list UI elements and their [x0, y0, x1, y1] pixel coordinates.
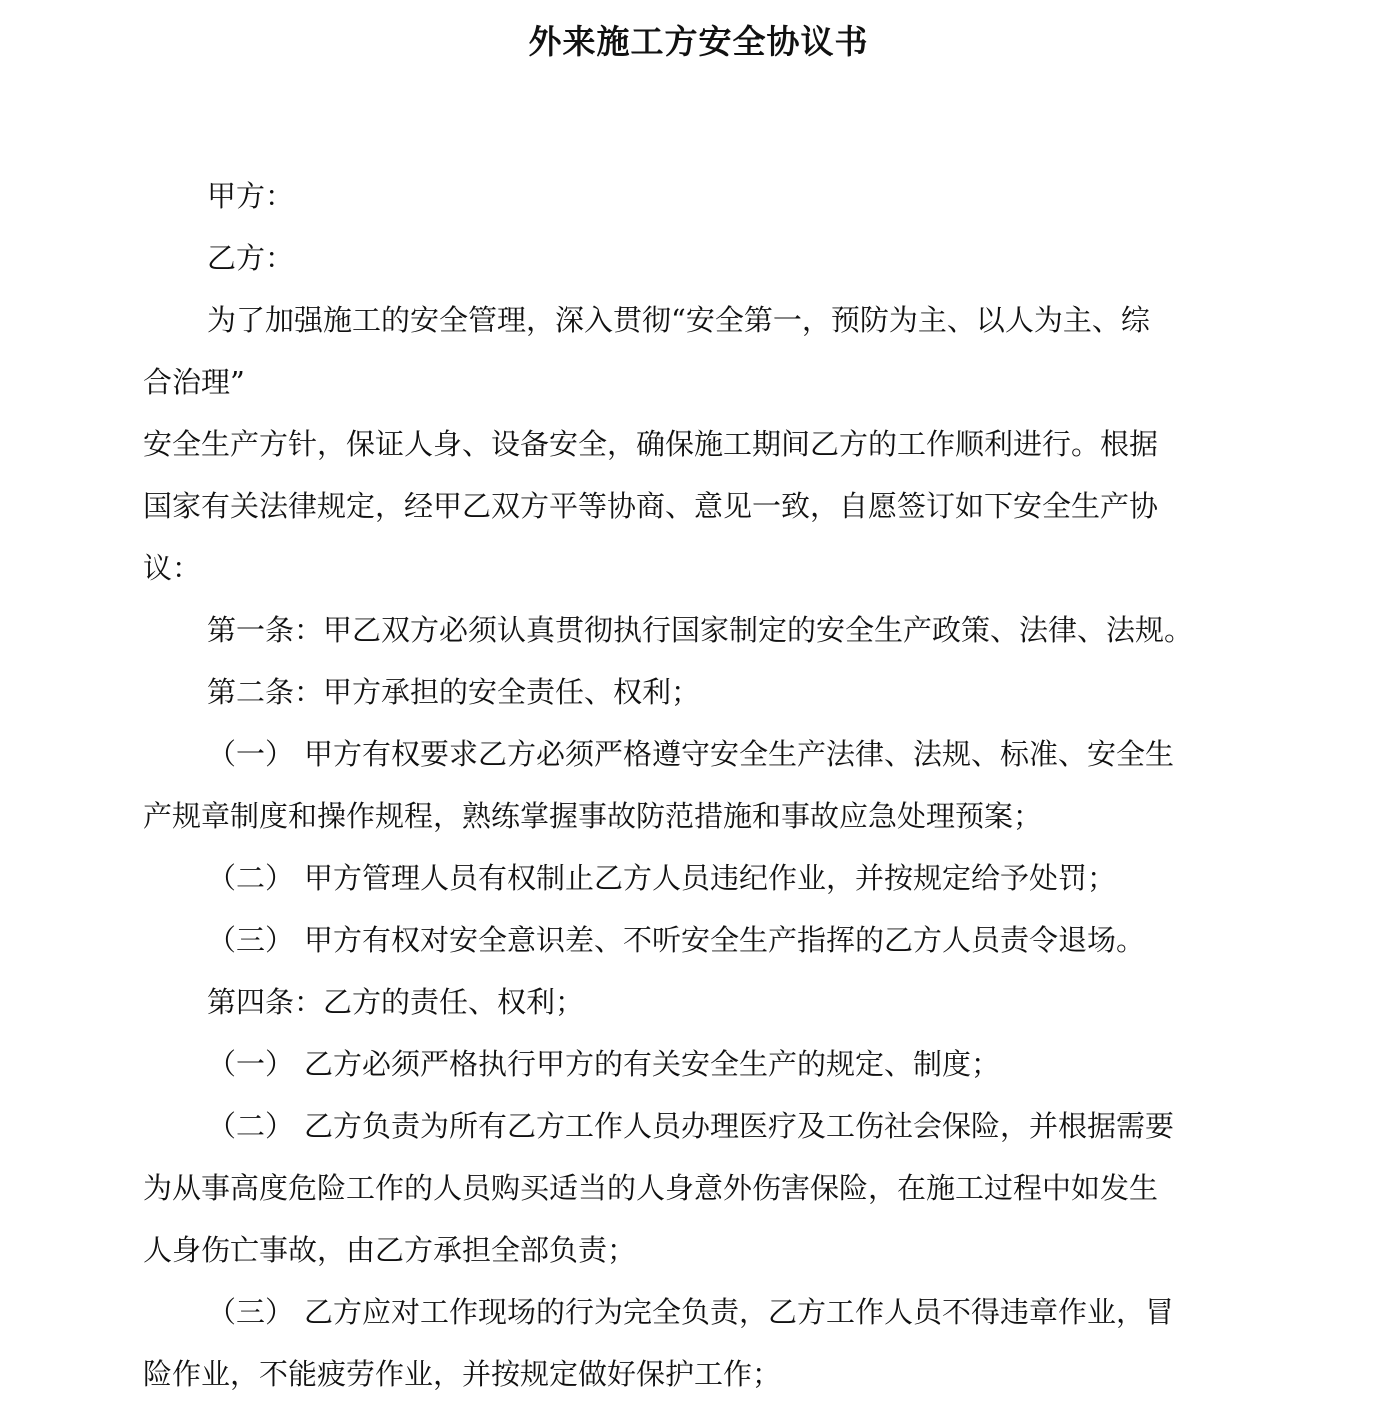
article-4-item-1 — [143, 1033, 1251, 1095]
item-text: 乙方必须严格执行甲方的有关安全生产的规定、制度； — [304, 1047, 1001, 1081]
article-4-heading: 第四条：乙方的责任、权利； — [207, 985, 585, 1019]
article-1: 第一条：甲乙双方必须认真贯彻执行国家制定的安全生产政策、法律、法规。 — [207, 613, 1194, 647]
article-2-item-1 — [143, 723, 1251, 785]
item-text: 甲方管理人员有权制止乙方人员违纪作业，并按规定给予处罚； — [304, 861, 1117, 895]
document-title: 外来施工方安全协议书 — [528, 22, 869, 61]
party-a-line: 甲方： — [207, 179, 295, 213]
party-b-line: 乙方： — [207, 241, 295, 275]
item-number: （三） — [207, 923, 295, 957]
preamble-line-4: 国家有关法律规定，经甲乙双方平等协商、意见一致，自愿签订如下安全生产协 — [143, 489, 1159, 523]
item-number: （三） — [207, 1295, 295, 1329]
item-number: （一） — [207, 737, 295, 771]
item-number: （二） — [207, 1109, 295, 1143]
article-4-item-2 — [143, 1095, 1251, 1157]
document-body — [143, 165, 1251, 1405]
article-2-item-1-cont: 产规章制度和操作规程，熟练掌握事故防范措施和事故应急处理预案； — [143, 799, 1043, 833]
item-text: 乙方负责为所有乙方工作人员办理医疗及工伤社会保险，并根据需要 — [304, 1109, 1175, 1143]
preamble-line-1: 为了加强施工的安全管理，深入贯彻“安全第一，预防为主、以人为主、综 — [207, 303, 1150, 337]
item-number: （一） — [207, 1047, 295, 1081]
article-4-item-3 — [143, 1281, 1251, 1343]
preamble-line-3: 安全生产方针，保证人身、设备安全，确保施工期间乙方的工作顺利进行。根据 — [143, 427, 1159, 461]
preamble-line-2: 合治理” — [143, 365, 245, 399]
article-4-item-3-cont: 险作业，不能疲劳作业，并按规定做好保护工作； — [143, 1357, 782, 1391]
article-4-item-2-cont-1: 为从事高度危险工作的人员购买适当的人身意外伤害保险，在施工过程中如发生 — [143, 1171, 1159, 1205]
item-number: （二） — [207, 861, 295, 895]
article-4-item-2-cont-2: 人身伤亡事故，由乙方承担全部负责； — [143, 1233, 637, 1267]
item-text: 甲方有权对安全意识差、不听安全生产指挥的乙方人员责令退场。 — [304, 923, 1146, 957]
article-2-heading: 第二条：甲方承担的安全责任、权利； — [207, 675, 701, 709]
article-2-item-3 — [143, 909, 1251, 971]
item-text: 乙方应对工作现场的行为完全负责，乙方工作人员不得违章作业，冒 — [304, 1295, 1175, 1329]
item-text: 甲方有权要求乙方必须严格遵守安全生产法律、法规、标准、安全生 — [304, 737, 1175, 771]
preamble-line-5: 议： — [143, 551, 202, 585]
article-2-item-2 — [143, 847, 1251, 909]
